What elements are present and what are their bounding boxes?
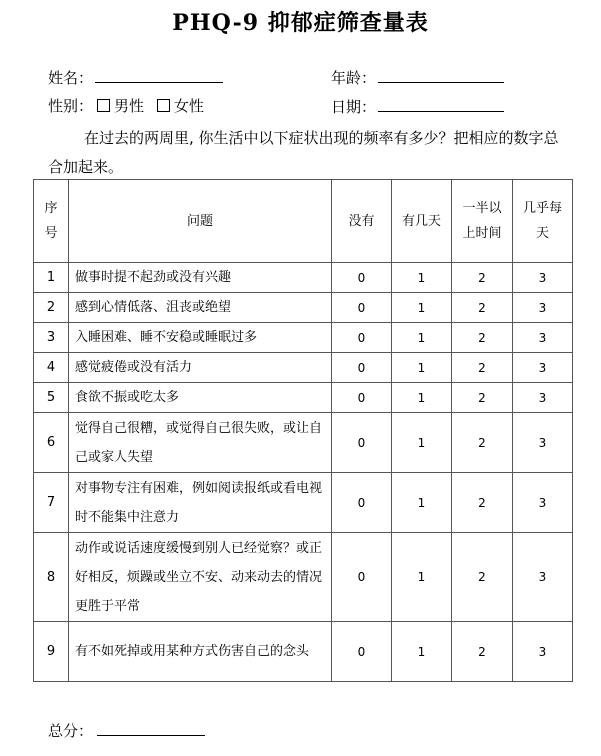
score-nearly-every-day[interactable]: 3 [513, 533, 573, 622]
male-label: 男性 [114, 97, 145, 115]
score-more-than-half[interactable]: 2 [452, 533, 513, 622]
score-more-than-half[interactable]: 2 [452, 323, 513, 353]
score-several-days[interactable]: 1 [392, 413, 452, 473]
header-several-days: 有几天 [392, 180, 452, 263]
score-nearly-every-day[interactable]: 3 [513, 263, 573, 293]
score-several-days[interactable]: 1 [392, 323, 452, 353]
table-row [34, 323, 573, 353]
row-index: 8 [34, 533, 69, 622]
score-several-days[interactable]: 1 [392, 293, 452, 323]
score-never[interactable]: 0 [332, 473, 392, 533]
name-field [48, 67, 223, 88]
score-never[interactable]: 0 [332, 622, 392, 682]
score-several-days[interactable]: 1 [392, 622, 452, 682]
row-question: 有不如死掉或用某种方式伤害自己的念头 [69, 622, 332, 682]
name-label: 姓名： [48, 69, 94, 87]
score-never[interactable]: 0 [332, 263, 392, 293]
score-more-than-half[interactable]: 2 [452, 353, 513, 383]
male-checkbox[interactable] [97, 99, 110, 112]
age-field [331, 67, 504, 88]
table-row [34, 622, 573, 682]
row-index: 5 [34, 383, 69, 413]
table-row [34, 533, 573, 622]
score-never[interactable]: 0 [332, 353, 392, 383]
score-more-than-half[interactable]: 2 [452, 413, 513, 473]
score-several-days[interactable]: 1 [392, 263, 452, 293]
table-row [34, 353, 573, 383]
row-index: 1 [34, 263, 69, 293]
score-nearly-every-day[interactable]: 3 [513, 323, 573, 353]
score-more-than-half[interactable]: 2 [452, 263, 513, 293]
date-label: 日期： [331, 98, 377, 116]
phq9-table [33, 179, 573, 682]
row-index: 3 [34, 323, 69, 353]
row-question: 感觉疲倦或没有活力 [69, 353, 332, 383]
score-nearly-every-day[interactable]: 3 [513, 622, 573, 682]
female-label: 女性 [173, 97, 204, 115]
header-more-than-half: 一半以上时间 [452, 180, 513, 263]
row-index: 9 [34, 622, 69, 682]
score-never[interactable]: 0 [332, 323, 392, 353]
score-never[interactable]: 0 [332, 413, 392, 473]
total-score-input-line[interactable] [97, 720, 205, 736]
header-question: 问题 [69, 180, 332, 263]
age-input-line[interactable] [378, 67, 504, 83]
score-more-than-half[interactable]: 2 [452, 293, 513, 323]
row-question: 食欲不振或吃太多 [69, 383, 332, 413]
row-index: 4 [34, 353, 69, 383]
table-row [34, 413, 573, 473]
row-index: 7 [34, 473, 69, 533]
row-question: 动作或说话速度缓慢到别人已经觉察？或正好相反，烦躁或坐立不安、动来动去的情况更胜于平常 [69, 533, 332, 622]
row-question: 入睡困难、睡不安稳或睡眠过多 [69, 323, 332, 353]
score-nearly-every-day[interactable]: 3 [513, 293, 573, 323]
female-checkbox[interactable] [157, 99, 170, 112]
score-nearly-every-day[interactable]: 3 [513, 383, 573, 413]
score-several-days[interactable]: 1 [392, 533, 452, 622]
row-question: 感到心情低落、沮丧或绝望 [69, 293, 332, 323]
score-never[interactable]: 0 [332, 383, 392, 413]
intro-text: 在过去的两周里, 你生活中以下症状出现的频率有多少？把相应的数字总合加起来。 [48, 129, 559, 176]
row-question: 对事物专注有困难，例如阅读报纸或看电视时不能集中注意力 [69, 473, 332, 533]
table-header-row [34, 180, 573, 263]
header-index: 序号 [34, 180, 69, 263]
score-more-than-half[interactable]: 2 [452, 473, 513, 533]
score-several-days[interactable]: 1 [392, 353, 452, 383]
page-title: PHQ-9 抑郁症筛查量表 [172, 10, 429, 36]
score-nearly-every-day[interactable]: 3 [513, 473, 573, 533]
name-input-line[interactable] [95, 67, 223, 83]
table-row [34, 473, 573, 533]
age-label: 年龄： [331, 69, 377, 87]
row-question: 做事时提不起劲或没有兴趣 [69, 263, 332, 293]
score-several-days[interactable]: 1 [392, 383, 452, 413]
score-more-than-half[interactable]: 2 [452, 383, 513, 413]
row-question: 觉得自己很糟，或觉得自己很失败，或让自己或家人失望 [69, 413, 332, 473]
row-index: 6 [34, 413, 69, 473]
score-more-than-half[interactable]: 2 [452, 622, 513, 682]
gender-field [48, 96, 204, 116]
score-never[interactable]: 0 [332, 293, 392, 323]
table-row [34, 293, 573, 323]
date-field [331, 96, 504, 117]
score-nearly-every-day[interactable]: 3 [513, 413, 573, 473]
score-nearly-every-day[interactable]: 3 [513, 353, 573, 383]
date-input-line[interactable] [378, 96, 504, 112]
row-index: 2 [34, 293, 69, 323]
header-nearly-every-day: 几乎每天 [513, 180, 573, 263]
table-row [34, 383, 573, 413]
total-score-field [48, 720, 205, 741]
score-several-days[interactable]: 1 [392, 473, 452, 533]
gender-label: 性别： [48, 97, 94, 115]
header-never: 没有 [332, 180, 392, 263]
table-row [34, 263, 573, 293]
total-score-label: 总分： [48, 722, 94, 740]
score-never[interactable]: 0 [332, 533, 392, 622]
